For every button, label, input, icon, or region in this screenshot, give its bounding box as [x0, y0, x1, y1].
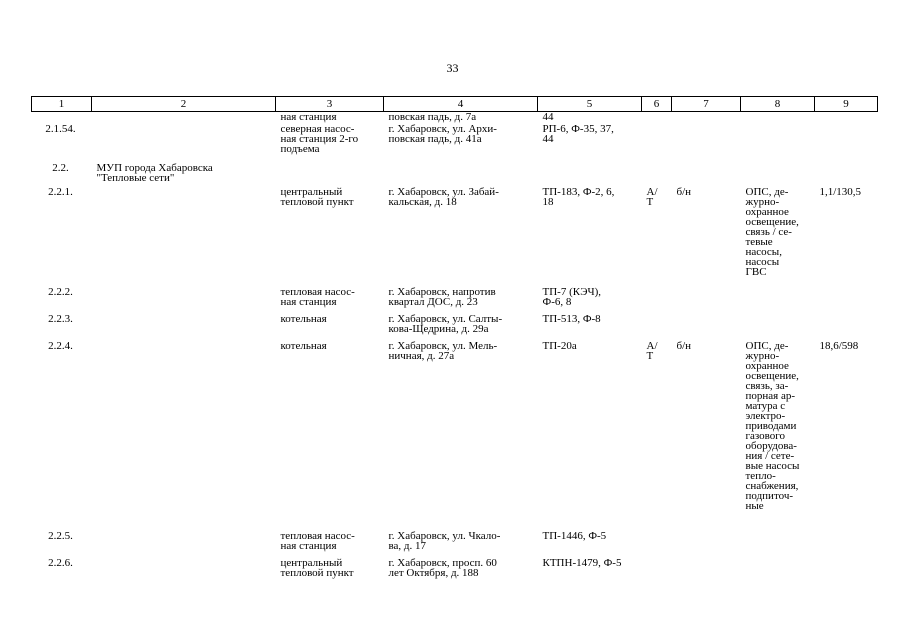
- cell-organization: [92, 124, 276, 163]
- column-header: 5: [538, 97, 642, 112]
- table-row: [32, 163, 878, 187]
- cell-facility: котельная: [280, 314, 327, 325]
- cell-facility: северная насос- ная станция 2-го подъема: [280, 124, 359, 155]
- cell-equipment: [741, 287, 815, 314]
- cell-number: 2.2.2.: [48, 287, 73, 298]
- cell-col7: [672, 558, 741, 586]
- column-header: 1: [32, 97, 92, 112]
- page-number: 33: [446, 61, 459, 75]
- cell-col7: [672, 163, 741, 187]
- cell-equipment: [741, 124, 815, 163]
- table-row: [32, 112, 878, 125]
- cell-col6: [642, 558, 672, 586]
- cell-address: повская падь, д. 7а: [388, 111, 477, 123]
- cell-col7: б/н: [676, 187, 692, 198]
- cell-feeder: ТП-1446, Ф-5: [542, 531, 607, 542]
- cell-number: 2.2.3.: [48, 314, 73, 325]
- table-row: [32, 314, 878, 341]
- cell-facility: [276, 163, 384, 187]
- cell-col7: [672, 112, 741, 125]
- cell-power: [815, 124, 878, 163]
- cell-organization: МУП города Хабаровска "Тепловые сети": [96, 163, 213, 184]
- cell-organization: [92, 341, 276, 531]
- cell-equipment: ОПС, де- журно- охранное освещение, связь, за- порная ар- матура с электро- приводами газового оборудова- ния / сете- вые насосы тепло- снабжения, подпиточ- ные: [745, 341, 800, 512]
- cell-number: 2.2.1.: [48, 187, 73, 198]
- cell-facility: котельная: [280, 341, 327, 352]
- cell-col6: [642, 531, 672, 558]
- cell-number: 2.1.54.: [45, 124, 76, 135]
- cell-facility: центральный тепловой пункт: [280, 558, 354, 579]
- cell-equipment: [741, 112, 815, 125]
- cell-address: г. Хабаровск, ул. Архи- повская падь, д. 41а: [388, 124, 497, 145]
- cell-col7: [672, 124, 741, 163]
- cell-col7: [672, 287, 741, 314]
- document-table: [31, 96, 878, 586]
- cell-feeder: КТПН-1479, Ф-5: [542, 558, 622, 569]
- cell-number: 2.2.5.: [48, 531, 73, 542]
- cell-organization: [92, 531, 276, 558]
- cell-number: 2.2.6.: [48, 558, 73, 569]
- cell-address: г. Хабаровск, ул. Мель- ничная, д. 27а: [388, 341, 498, 362]
- cell-feeder: ТП-183, Ф-2, 6, 18: [542, 187, 615, 208]
- cell-organization: [92, 314, 276, 341]
- cell-col6: [642, 287, 672, 314]
- cell-feeder: ТП-513, Ф-8: [542, 314, 601, 325]
- cell-power: 1,1/130,5: [819, 187, 862, 198]
- cell-power: 18,6/598: [819, 341, 859, 352]
- table-row: [32, 531, 878, 558]
- cell-feeder: РП-6, Ф-35, 37, 44: [542, 124, 614, 145]
- column-header: 7: [672, 97, 741, 112]
- cell-number: 2.2.: [52, 163, 69, 174]
- cell-feeder: ТП-20а: [542, 341, 577, 352]
- column-header: 8: [741, 97, 815, 112]
- cell-col6: [642, 163, 672, 187]
- table-row: [32, 187, 878, 287]
- cell-facility: центральный тепловой пункт: [280, 187, 354, 208]
- cell-address: [384, 163, 538, 187]
- cell-col6: [642, 314, 672, 341]
- cell-feeder: [538, 163, 642, 187]
- cell-number: 2.2.4.: [48, 341, 73, 352]
- column-header: 6: [642, 97, 672, 112]
- cell-address: г. Хабаровск, ул. Чкало- ва, д. 17: [388, 531, 501, 552]
- cell-address: г. Хабаровск, ул. Салты- кова-Щедрина, д. 29а: [388, 314, 503, 335]
- cell-number: [32, 112, 92, 125]
- cell-equipment: ОПС, де- журно- охранное освещение, связь / се- тевые насосы, насосы ГВС: [745, 187, 799, 278]
- cell-equipment: [741, 531, 815, 558]
- cell-power: [815, 531, 878, 558]
- cell-feeder: ТП-7 (КЭЧ), Ф-6, 8: [542, 287, 602, 308]
- cell-facility: ная станция: [280, 111, 337, 123]
- cell-col6: А/ Т: [646, 341, 658, 362]
- cell-address: г. Хабаровск, ул. Забай- кальская, д. 18: [388, 187, 499, 208]
- cell-col7: [672, 314, 741, 341]
- cell-equipment: [741, 314, 815, 341]
- cell-power: [815, 287, 878, 314]
- table-row: [32, 124, 878, 163]
- cell-col6: [642, 124, 672, 163]
- cell-power: [815, 163, 878, 187]
- cell-equipment: [741, 163, 815, 187]
- table-row: [32, 341, 878, 531]
- cell-organization: [92, 558, 276, 586]
- column-header: 3: [276, 97, 384, 112]
- cell-col7: б/н: [676, 341, 692, 352]
- cell-organization: [92, 112, 276, 125]
- table-header-row: [32, 97, 878, 112]
- cell-col7: [672, 531, 741, 558]
- cell-feeder: 44: [542, 111, 554, 123]
- column-header: 2: [92, 97, 276, 112]
- cell-facility: тепловая насос- ная станция: [280, 287, 355, 308]
- cell-address: г. Хабаровск, напротив квартал ДОС, д. 23: [388, 287, 496, 308]
- cell-col6: [642, 112, 672, 125]
- cell-organization: [92, 287, 276, 314]
- cell-equipment: [741, 558, 815, 586]
- column-header: 4: [384, 97, 538, 112]
- cell-power: [815, 112, 878, 125]
- column-header: 9: [815, 97, 878, 112]
- cell-organization: [92, 187, 276, 287]
- table-row: [32, 558, 878, 586]
- cell-address: г. Хабаровск, просп. 60 лет Октября, д. 188: [388, 558, 497, 579]
- cell-col6: А/ Т: [646, 187, 658, 208]
- cell-power: [815, 558, 878, 586]
- table-row: [32, 287, 878, 314]
- cell-facility: тепловая насос- ная станция: [280, 531, 355, 552]
- cell-power: [815, 314, 878, 341]
